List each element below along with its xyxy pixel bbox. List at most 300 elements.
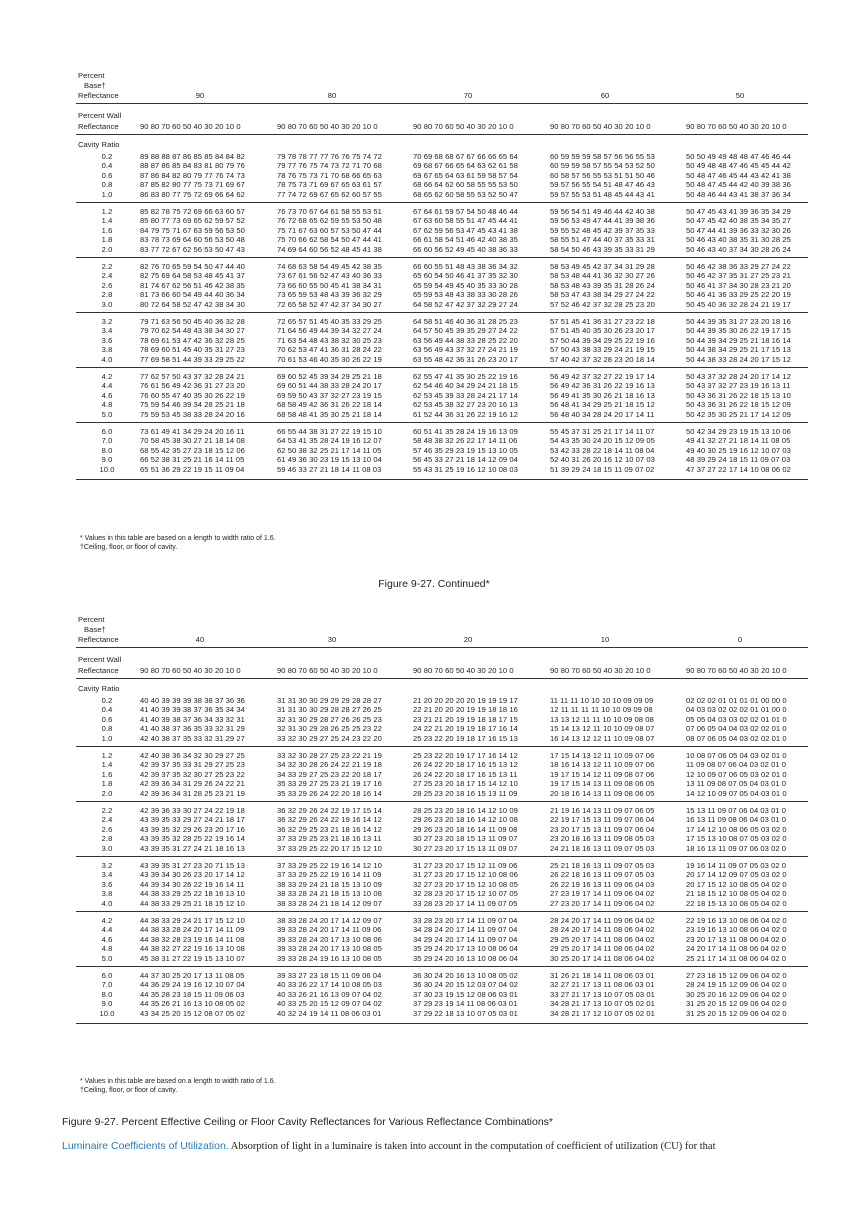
reflectance-cell: 57 51 45 41 36 31 27 23 22 18 (550, 317, 655, 326)
reflectance-cell: 12 10 09 07 06 05 03 02 01 0 (686, 769, 787, 779)
reflectance-cell: 45 38 31 27 22 19 15 13 10 07 (140, 953, 245, 963)
reflectance-cell: 22 19 17 15 13 11 09 07 06 04 (550, 815, 655, 825)
base-reflectance-value: 60 (600, 91, 610, 100)
reflectance-cell: 42 39 37 35 32 30 27 25 23 22 (140, 769, 245, 779)
cavity-ratio-value: 0.6 (101, 170, 113, 180)
reflectance-cell: 05 05 04 03 03 02 02 01 01 0 (686, 714, 787, 724)
reflectance-cell: 50 43 36 31 26 22 18 15 12 09 (686, 400, 791, 410)
reflectance-cell: 26 22 18 16 13 11 09 07 05 03 (550, 870, 655, 880)
reflectance-cell: 34 29 24 20 17 14 11 09 07 04 (413, 934, 518, 944)
group-rule (76, 966, 808, 967)
cavity-ratio-value: 2.0 (101, 788, 113, 798)
cavity-ratio-value: 3.6 (101, 879, 113, 889)
cavity-ratio-value: 10.0 (99, 464, 115, 474)
wall-reflectance-values: 90 80 70 60 50 40 30 20 10 0 (550, 666, 651, 675)
reflectance-cell: 58 53 49 45 42 37 34 31 29 28 (550, 262, 655, 271)
reflectance-cell: 71 64 56 49 44 39 34 32 27 24 (277, 326, 382, 336)
reflectance-cell: 89 88 88 87 86 85 85 84 84 82 (140, 152, 245, 161)
reflectance-cell: 50 47 45 42 40 38 35 34 35 27 (686, 216, 791, 226)
reflectance-cell: 40 33 26 22 17 14 10 08 05 03 (277, 980, 382, 990)
wall-reflectance-values: 90 80 70 60 50 40 30 20 10 0 (277, 122, 378, 131)
reflectance-cell: 59 55 52 48 45 42 39 37 35 33 (550, 225, 655, 235)
reflectance-cell: 50 50 49 49 48 48 47 46 46 44 (686, 152, 791, 161)
cavity-ratio-value: 1.4 (101, 760, 113, 770)
cavity-ratio-value: 4.8 (101, 944, 113, 954)
wall-reflectance-values: 90 80 70 60 50 40 30 20 10 0 (550, 122, 651, 131)
cavity-ratio-value: 4.0 (101, 354, 113, 364)
reflectance-cell: 75 70 66 62 58 54 50 47 44 41 (277, 235, 382, 245)
cavity-ratio-value: 9.0 (101, 455, 113, 465)
reflectance-cell: 68 58 49 42 36 31 26 22 18 14 (277, 400, 382, 410)
cavity-ratio-value: 0.4 (101, 705, 113, 715)
cavity-ratio-value: 3.2 (101, 317, 113, 326)
cavity-ratio-value: 0.6 (101, 714, 113, 724)
reflectance-cell: 70 61 53 46 40 35 30 26 22 19 (277, 354, 382, 364)
reflectance-cell: 23 20 18 16 13 11 09 08 05 03 (550, 834, 655, 844)
group-rule (76, 801, 808, 802)
reflectance-cell: 15 14 13 12 11 10 10 09 08 07 (550, 724, 655, 734)
reflectance-cell: 56 49 42 36 31 26 22 19 16 13 (550, 381, 655, 391)
cavity-ratio-value: 6.0 (101, 427, 113, 436)
reflectance-cell: 64 58 52 47 42 37 32 29 27 24 (413, 299, 518, 309)
reflectance-cell: 42 40 38 37 35 33 32 31 29 27 (140, 733, 245, 743)
cavity-ratio-value: 0.8 (101, 724, 113, 734)
reflectance-cell: 76 73 70 67 64 61 58 55 53 51 (277, 207, 382, 216)
header-rule (76, 647, 808, 648)
wall-reflectance-label: Reflectance (78, 122, 119, 131)
reflectance-cell: 50 44 38 33 28 24 20 17 15 12 (686, 354, 791, 364)
reflectance-cell: 43 34 25 20 15 12 08 07 05 02 (140, 1008, 245, 1018)
reflectance-cell: 28 25 23 20 18 16 15 13 11 09 (413, 788, 518, 798)
cavity-ratio-value: 0.2 (101, 696, 113, 705)
reflectance-cell: 79 70 62 54 48 43 38 34 30 27 (140, 326, 245, 336)
reflectance-cell: 50 46 42 38 36 33 29 27 24 22 (686, 262, 791, 271)
cavity-ratio-value: 2.0 (101, 244, 113, 254)
reflectance-cell: 59 56 54 51 49 46 44 42 40 38 (550, 207, 655, 216)
reflectance-cell: 31 31 30 30 29 29 29 28 28 27 (277, 696, 382, 705)
reflectance-cell: 39 33 28 24 20 17 13 10 08 06 (277, 934, 382, 944)
reflectance-cell: 17 15 13 10 08 07 05 03 02 0 (686, 834, 787, 844)
wall-reflectance-label: Percent Wall (78, 111, 122, 120)
reflectance-cell: 50 44 39 34 29 25 21 18 16 14 (686, 335, 791, 345)
reflectance-cell: 37 33 29 25 22 19 16 14 12 10 (277, 861, 382, 870)
body-paragraph (62, 1140, 716, 1152)
reflectance-cell: 67 63 60 58 55 51 47 45 44 41 (413, 216, 518, 226)
reflectance-cell: 31 27 23 20 17 15 12 10 08 06 (413, 870, 518, 880)
reflectance-cell: 33 28 23 20 17 14 11 09 07 05 (413, 898, 518, 908)
wall-reflectance-values: 90 80 70 60 50 40 30 20 10 0 (140, 122, 241, 131)
reflectance-cell: 78 75 73 71 69 67 65 63 61 57 (277, 180, 382, 190)
reflectance-cell: 29 26 23 20 18 16 14 12 10 08 (413, 815, 518, 825)
reflectance-cell: 64 53 41 35 28 24 19 16 12 07 (277, 436, 382, 446)
wall-reflectance-values: 90 80 70 60 50 40 30 20 10 0 (686, 122, 787, 131)
reflectance-cell: 27 23 18 15 12 09 06 04 02 0 (686, 971, 787, 980)
reflectance-cell: 57 50 43 38 33 29 24 21 19 15 (550, 345, 655, 355)
reflectance-cell: 39 33 28 24 19 16 13 10 08 05 (277, 953, 382, 963)
reflectance-cell: 24 20 17 14 11 08 06 04 02 0 (686, 944, 787, 954)
reflectance-cell: 50 46 41 37 34 30 28 23 21 20 (686, 280, 791, 290)
header-rule (76, 678, 808, 679)
reflectance-cell: 31 25 20 15 12 09 06 04 02 0 (686, 1008, 787, 1018)
cavity-ratio-value: 5.0 (101, 953, 113, 963)
reflectance-cell: 71 63 54 48 43 38 32 30 25 23 (277, 335, 382, 345)
reflectance-cell: 20 18 16 14 13 11 09 08 06 05 (550, 788, 655, 798)
reflectance-cell: 16 14 13 12 12 11 10 09 08 07 (550, 733, 655, 743)
reflectance-table-upper (76, 70, 808, 540)
reflectance-cell: 57 50 44 39 34 29 25 22 19 16 (550, 335, 655, 345)
cavity-ratio-value: 3.8 (101, 345, 113, 355)
group-rule (76, 202, 808, 203)
cavity-ratio-value: 10.0 (99, 1008, 115, 1018)
reflectance-cell: 59 57 55 53 51 48 45 44 43 41 (550, 189, 655, 199)
reflectance-cell: 57 52 46 42 37 32 28 25 23 20 (550, 299, 655, 309)
reflectance-cell: 23 19 16 13 10 08 06 04 02 0 (686, 925, 787, 935)
wall-reflectance-values: 90 80 70 60 50 40 30 20 10 0 (686, 666, 787, 675)
reflectance-cell: 35 29 24 20 17 13 10 08 06 04 (413, 944, 518, 954)
reflectance-cell: 50 44 38 34 29 25 21 17 15 13 (686, 345, 791, 355)
reflectance-cell: 65 59 53 48 43 38 33 30 28 26 (413, 290, 518, 300)
reflectance-cell: 29 26 23 20 18 16 14 11 09 08 (413, 824, 518, 834)
reflectance-cell: 33 32 30 28 27 25 23 22 21 19 (277, 751, 382, 760)
reflectance-cell: 15 13 11 09 07 06 04 03 01 0 (686, 806, 787, 815)
reflectance-cell: 31 25 20 15 12 09 06 04 02 0 (686, 999, 787, 1009)
reflectance-cell: 27 23 20 17 14 11 09 06 04 02 (550, 898, 655, 908)
reflectance-cell: 59 56 53 49 47 44 41 39 38 36 (550, 216, 655, 226)
reflectance-cell: 50 47 44 41 39 36 33 32 30 26 (686, 225, 791, 235)
reflectance-cell: 51 39 29 24 18 15 11 09 07 02 (550, 464, 655, 474)
group-rule (76, 746, 808, 747)
reflectance-cell: 66 52 38 31 25 21 16 14 11 05 (140, 455, 245, 465)
reflectance-cell: 38 33 29 24 21 18 15 13 10 09 (277, 879, 382, 889)
reflectance-cell: 37 29 22 18 13 10 07 05 03 01 (413, 1008, 518, 1018)
reflectance-cell: 52 40 31 26 20 16 12 10 07 03 (550, 455, 655, 465)
reflectance-cell: 62 53 45 39 33 28 24 21 17 14 (413, 390, 518, 400)
cavity-ratio-value: 0.8 (101, 180, 113, 190)
reflectance-cell: 42 39 37 35 33 31 29 27 25 23 (140, 760, 245, 770)
reflectance-cell: 81 73 66 60 54 49 44 40 36 34 (140, 290, 245, 300)
reflectance-cell: 77 69 58 51 44 39 33 29 25 22 (140, 354, 245, 364)
reflectance-cell: 75 59 54 46 39 34 28 25 21 18 (140, 400, 245, 410)
reflectance-cell: 40 32 24 19 14 11 08 06 03 01 (277, 1008, 382, 1018)
reflectance-cell: 34 28 21 17 13 10 07 05 02 01 (550, 999, 655, 1009)
cavity-ratio-value: 3.6 (101, 335, 113, 345)
cavity-ratio-value: 2.8 (101, 834, 113, 844)
reflectance-cell: 32 28 23 20 17 15 12 10 07 05 (413, 889, 518, 899)
cavity-ratio-value: 3.4 (101, 326, 113, 336)
reflectance-cell: 79 71 63 56 50 45 40 36 32 28 (140, 317, 245, 326)
group-rule (76, 257, 808, 258)
reflectance-cell: 35 33 29 27 25 23 21 19 17 16 (277, 779, 382, 789)
reflectance-cell: 32 31 30 29 28 27 26 26 25 23 (277, 714, 382, 724)
reflectance-cell: 77 62 57 50 43 37 32 28 24 21 (140, 372, 245, 381)
reflectance-cell: 44 38 32 27 22 19 16 13 10 08 (140, 944, 245, 954)
cavity-ratio-value: 2.8 (101, 290, 113, 300)
reflectance-cell: 24 21 18 16 13 11 09 07 05 03 (550, 843, 655, 853)
reflectance-cell: 72 65 57 51 45 40 35 33 29 25 (277, 317, 382, 326)
reflectance-cell: 35 33 29 26 24 22 20 18 16 14 (277, 788, 382, 798)
table-bottom-rule (76, 1023, 808, 1024)
note-ratio: * Values in this table are based on a length to width ratio of 1.6. (80, 535, 276, 542)
cavity-ratio-label: Cavity Ratio (78, 140, 120, 149)
reflectance-cell: 60 51 41 35 28 24 19 16 13 09 (413, 427, 518, 436)
base-reflectance-value: 10 (600, 635, 610, 644)
reflectance-cell: 76 72 68 65 62 59 55 53 50 48 (277, 216, 382, 226)
reflectance-cell: 59 46 33 27 21 18 14 11 08 03 (277, 464, 382, 474)
cavity-ratio-value: 7.0 (101, 980, 113, 990)
reflectance-cell: 56 45 33 27 21 18 14 12 09 04 (413, 455, 518, 465)
reflectance-cell: 44 37 30 25 20 17 13 11 08 05 (140, 971, 245, 980)
reflectance-cell: 38 33 28 24 20 17 14 12 09 07 (277, 916, 382, 925)
reflectance-cell: 50 44 39 35 30 26 22 19 17 15 (686, 326, 791, 336)
base-reflectance-label: Base† (84, 81, 106, 90)
cavity-ratio-value: 4.6 (101, 934, 113, 944)
reflectance-cell: 83 78 73 69 64 60 56 53 50 48 (140, 235, 245, 245)
cavity-ratio-value: 4.0 (101, 898, 113, 908)
reflectance-cell: 70 69 68 68 67 67 66 66 65 64 (413, 152, 518, 161)
reflectance-cell: 56 49 42 37 32 27 22 19 17 14 (550, 372, 655, 381)
reflectance-cell: 17 15 14 13 12 11 10 09 07 06 (550, 751, 655, 760)
reflectance-cell: 23 20 17 15 13 11 09 07 06 04 (550, 824, 655, 834)
reflectance-cell: 87 86 84 82 80 79 77 76 74 73 (140, 170, 245, 180)
wall-reflectance-values: 90 80 70 60 50 40 30 20 10 0 (277, 666, 378, 675)
reflectance-cell: 78 69 60 51 45 40 35 31 27 23 (140, 345, 245, 355)
note-dagger: †Ceiling, floor, or floor of cavity. (80, 1087, 178, 1094)
reflectance-cell: 65 60 54 50 46 41 37 35 32 30 (413, 271, 518, 281)
base-reflectance-label: Reflectance (78, 635, 119, 644)
reflectance-cell: 84 79 75 71 67 63 59 56 53 50 (140, 225, 245, 235)
reflectance-cell: 58 48 38 32 26 22 17 14 11 06 (413, 436, 518, 446)
reflectance-cell: 60 59 59 58 57 55 54 53 52 50 (550, 161, 655, 171)
note-dagger: †Ceiling, floor, or floor of cavity. (80, 544, 178, 551)
reflectance-cell: 73 66 60 55 50 45 41 38 34 31 (277, 280, 382, 290)
reflectance-cell: 44 36 29 24 19 16 12 10 07 04 (140, 980, 245, 990)
reflectance-cell: 55 43 31 25 19 16 12 10 08 03 (413, 464, 518, 474)
reflectance-cell: 58 53 48 44 41 36 32 30 27 26 (550, 271, 655, 281)
reflectance-cell: 64 57 50 45 39 35 29 27 24 22 (413, 326, 518, 336)
reflectance-cell: 69 60 51 44 38 33 28 24 20 17 (277, 381, 382, 391)
reflectance-cell: 41 40 38 37 36 35 33 32 31 29 (140, 724, 245, 734)
reflectance-cell: 43 39 35 32 29 26 23 20 17 16 (140, 824, 245, 834)
base-reflectance-value: 90 (195, 91, 205, 100)
base-reflectance-label: Percent (78, 71, 105, 80)
paragraph-text: Absorption of light in a luminaire is taken into account in the computation of coefficient of utilization (CU) for that (228, 1141, 716, 1152)
reflectance-cell: 20 17 14 12 09 07 05 03 02 0 (686, 870, 787, 880)
reflectance-cell: 65 51 36 29 22 19 15 11 09 04 (140, 464, 245, 474)
reflectance-cell: 56 48 41 34 29 25 21 18 15 12 (550, 400, 655, 410)
reflectance-cell: 43 39 35 32 28 25 22 19 16 14 (140, 834, 245, 844)
reflectance-cell: 58 53 48 43 39 35 31 28 26 24 (550, 280, 655, 290)
cavity-ratio-value: 2.2 (101, 806, 113, 815)
reflectance-cell: 74 69 64 60 56 52 48 45 41 38 (277, 244, 382, 254)
reflectance-cell: 31 26 21 18 14 11 08 06 03 01 (550, 971, 655, 980)
reflectance-cell: 43 39 35 33 29 27 24 21 18 17 (140, 815, 245, 825)
cavity-ratio-value: 1.8 (101, 779, 113, 789)
reflectance-cell: 36 30 24 20 16 13 10 08 05 02 (413, 971, 518, 980)
cavity-ratio-value: 7.0 (101, 436, 113, 446)
reflectance-cell: 59 57 56 55 54 51 48 47 46 43 (550, 180, 655, 190)
reflectance-cell: 50 42 34 29 23 19 15 13 10 06 (686, 427, 791, 436)
reflectance-cell: 44 35 26 21 16 13 10 08 05 02 (140, 999, 245, 1009)
reflectance-cell: 11 09 08 07 06 04 03 02 01 0 (686, 760, 787, 770)
reflectance-cell: 78 76 75 73 71 70 68 66 65 63 (277, 170, 382, 180)
cavity-ratio-label: Cavity Ratio (78, 684, 120, 693)
cavity-ratio-value: 4.4 (101, 925, 113, 935)
reflectance-cell: 44 38 32 28 23 19 16 14 11 08 (140, 934, 245, 944)
reflectance-cell: 13 11 09 08 07 05 04 03 01 0 (686, 779, 787, 789)
reflectance-cell: 68 55 42 35 27 23 18 15 12 06 (140, 445, 245, 455)
reflectance-cell: 50 46 41 36 33 29 25 22 20 19 (686, 290, 791, 300)
base-reflectance-label: Reflectance (78, 91, 119, 100)
reflectance-cell: 28 24 19 15 12 09 06 04 02 0 (686, 980, 787, 990)
reflectance-cell: 50 47 45 43 41 39 36 35 34 29 (686, 207, 791, 216)
reflectance-cell: 42 39 36 34 31 28 25 23 21 19 (140, 788, 245, 798)
reflectance-cell: 47 37 27 22 17 14 10 08 06 02 (686, 464, 791, 474)
cavity-ratio-value: 2.6 (101, 824, 113, 834)
reflectance-cell: 41 40 39 39 38 37 36 35 34 34 (140, 705, 245, 715)
reflectance-cell: 64 58 51 46 40 36 31 28 25 23 (413, 317, 518, 326)
reflectance-cell: 08 07 06 05 04 03 02 02 01 0 (686, 733, 787, 743)
cavity-ratio-value: 5.0 (101, 409, 113, 419)
reflectance-cell: 26 24 22 20 18 17 16 15 13 12 (413, 760, 518, 770)
reflectance-cell: 29 25 20 17 14 11 08 06 04 02 (550, 934, 655, 944)
reflectance-cell: 49 41 32 27 21 18 14 11 08 05 (686, 436, 791, 446)
reflectance-cell: 50 43 36 31 26 22 18 15 13 10 (686, 390, 791, 400)
cavity-ratio-value: 3.8 (101, 889, 113, 899)
reflectance-table-lower (76, 614, 808, 1084)
reflectance-cell: 62 55 47 41 35 30 25 22 19 16 (413, 372, 518, 381)
cavity-ratio-value: 3.0 (101, 843, 113, 853)
reflectance-cell: 20 17 15 12 10 08 05 04 02 0 (686, 879, 787, 889)
reflectance-cell: 34 28 21 17 12 10 07 05 02 01 (550, 1008, 655, 1018)
reflectance-cell: 28 24 20 17 14 11 09 06 04 02 (550, 916, 655, 925)
reflectance-cell: 42 39 36 34 31 29 26 24 22 21 (140, 779, 245, 789)
reflectance-cell: 50 48 46 44 43 41 38 37 36 34 (686, 189, 791, 199)
reflectance-cell: 28 25 23 20 18 16 14 12 10 09 (413, 806, 518, 815)
reflectance-cell: 66 55 44 38 31 27 22 19 15 10 (277, 427, 382, 436)
group-rule (76, 856, 808, 857)
reflectance-cell: 81 74 67 62 56 51 46 42 38 35 (140, 280, 245, 290)
reflectance-cell: 57 40 42 37 32 28 23 20 18 14 (550, 354, 655, 364)
reflectance-cell: 24 22 21 20 19 19 18 17 16 14 (413, 724, 518, 734)
cavity-ratio-value: 3.2 (101, 861, 113, 870)
reflectance-cell: 50 48 47 46 45 44 43 42 41 38 (686, 170, 791, 180)
reflectance-cell: 44 38 33 29 25 22 18 16 13 10 (140, 889, 245, 899)
reflectance-cell: 78 69 61 53 47 42 36 32 28 25 (140, 335, 245, 345)
reflectance-cell: 58 53 47 43 38 34 29 27 24 22 (550, 290, 655, 300)
reflectance-cell: 61 52 44 36 31 26 22 19 16 12 (413, 409, 518, 419)
cavity-ratio-value: 9.0 (101, 999, 113, 1009)
reflectance-cell: 23 20 17 13 11 08 06 04 02 0 (686, 934, 787, 944)
reflectance-cell: 17 14 12 10 08 06 05 03 02 0 (686, 824, 787, 834)
reflectance-cell: 67 64 61 59 57 54 50 48 46 44 (413, 207, 518, 216)
reflectance-cell: 68 58 48 41 35 30 25 21 18 14 (277, 409, 382, 419)
reflectance-cell: 35 29 24 20 16 13 10 08 06 04 (413, 953, 518, 963)
reflectance-cell: 23 21 21 20 19 19 18 18 17 15 (413, 714, 518, 724)
reflectance-cell: 50 46 42 37 35 31 27 25 23 21 (686, 271, 791, 281)
section-lead-link[interactable]: Luminaire Coefficients of Utilization. (62, 1140, 229, 1152)
reflectance-cell: 27 25 23 20 18 17 15 14 12 10 (413, 779, 518, 789)
reflectance-cell: 44 39 34 30 26 22 19 16 14 11 (140, 879, 245, 889)
reflectance-cell: 37 33 29 25 22 20 17 15 12 10 (277, 843, 382, 853)
reflectance-cell: 83 77 72 67 62 56 53 50 47 43 (140, 244, 245, 254)
reflectance-cell: 50 49 48 48 47 46 45 45 44 42 (686, 161, 791, 171)
reflectance-cell: 82 75 69 64 58 53 48 45 41 37 (140, 271, 245, 281)
cavity-ratio-value: 1.2 (101, 207, 113, 216)
figure-caption-continued: Figure 9-27. Continued* (378, 578, 490, 590)
reflectance-cell: 18 16 13 11 09 07 06 03 02 0 (686, 843, 787, 853)
reflectance-cell: 21 19 16 14 13 11 09 07 06 05 (550, 806, 655, 815)
cavity-ratio-value: 0.4 (101, 161, 113, 171)
base-reflectance-value: 0 (737, 635, 743, 644)
reflectance-cell: 63 56 49 44 38 33 28 25 22 20 (413, 335, 518, 345)
reflectance-cell: 85 80 77 73 69 65 62 59 57 52 (140, 216, 245, 226)
reflectance-cell: 80 72 64 58 52 47 42 38 34 30 (140, 299, 245, 309)
reflectance-cell: 27 23 19 17 14 11 09 06 04 02 (550, 889, 655, 899)
reflectance-cell: 70 58 45 38 30 27 21 18 14 08 (140, 436, 245, 446)
reflectance-cell: 60 59 59 59 58 57 56 56 55 53 (550, 152, 655, 161)
reflectance-cell: 43 39 35 31 27 23 20 71 15 13 (140, 861, 245, 870)
reflectance-cell: 32 31 30 29 28 26 25 25 23 22 (277, 724, 382, 734)
reflectance-cell: 62 54 46 40 34 29 24 21 18 15 (413, 381, 518, 391)
reflectance-cell: 50 43 37 32 28 24 20 17 14 12 (686, 372, 791, 381)
wall-reflectance-label: Percent Wall (78, 655, 122, 664)
reflectance-cell: 50 46 43 40 37 34 30 28 26 24 (686, 244, 791, 254)
cavity-ratio-value: 0.2 (101, 152, 113, 161)
reflectance-cell: 04 03 03 02 02 02 01 01 00 0 (686, 705, 787, 715)
cavity-ratio-value: 1.0 (101, 733, 113, 743)
reflectance-cell: 37 33 29 25 23 21 18 16 13 11 (277, 834, 382, 844)
reflectance-cell: 11 11 11 10 10 10 10 09 09 09 (550, 696, 654, 705)
reflectance-cell: 87 85 82 80 77 75 73 71 69 67 (140, 180, 245, 190)
reflectance-cell: 30 25 20 17 14 11 08 06 04 02 (550, 953, 655, 963)
reflectance-cell: 86 83 80 77 75 72 69 66 64 62 (140, 189, 245, 199)
reflectance-cell: 73 65 59 53 48 43 39 36 32 29 (277, 290, 382, 300)
cavity-ratio-value: 3.4 (101, 870, 113, 880)
reflectance-cell: 56 48 40 34 28 24 20 17 14 11 (550, 409, 655, 419)
reflectance-cell: 19 17 15 14 12 11 09 08 07 06 (550, 769, 655, 779)
reflectance-cell: 61 49 36 30 23 19 15 13 10 04 (277, 455, 382, 465)
reflectance-cell: 22 18 15 13 10 08 05 04 02 0 (686, 898, 787, 908)
reflectance-cell: 44 38 33 29 24 21 17 15 12 10 (140, 916, 245, 925)
reflectance-cell: 66 61 58 54 51 46 42 40 38 35 (413, 235, 518, 245)
reflectance-cell: 74 68 63 58 54 49 45 42 38 35 (277, 262, 382, 271)
table-notes-upper (80, 534, 276, 552)
reflectance-cell: 40 33 25 20 15 12 09 07 04 02 (277, 999, 382, 1009)
reflectance-cell: 10 08 07 06 05 04 03 02 01 0 (686, 751, 787, 760)
table-bottom-rule (76, 479, 808, 480)
cavity-ratio-value: 1.0 (101, 189, 113, 199)
cavity-ratio-value: 1.6 (101, 769, 113, 779)
cavity-ratio-value: 1.2 (101, 751, 113, 760)
reflectance-cell: 77 74 72 69 67 65 62 60 57 55 (277, 189, 382, 199)
reflectance-cell: 73 61 49 41 34 29 24 20 16 11 (140, 427, 245, 436)
reflectance-cell: 40 33 26 21 16 13 09 07 04 02 (277, 989, 382, 999)
reflectance-cell: 62 50 38 32 25 21 17 14 11 05 (277, 445, 382, 455)
reflectance-cell: 55 45 37 31 25 21 17 14 11 07 (550, 427, 655, 436)
reflectance-cell: 25 21 18 16 13 11 09 07 05 03 (550, 861, 655, 870)
reflectance-cell: 33 32 30 29 27 25 24 23 22 20 (277, 733, 382, 743)
base-reflectance-value: 50 (735, 91, 745, 100)
reflectance-cell: 76 60 55 47 40 35 30 26 22 19 (140, 390, 245, 400)
reflectance-cell: 49 40 30 25 19 16 12 10 07 03 (686, 445, 791, 455)
reflectance-cell: 79 78 78 77 77 76 76 75 74 72 (277, 152, 382, 161)
reflectance-cell: 50 44 39 35 31 27 23 20 18 16 (686, 317, 791, 326)
reflectance-cell: 14 12 10 09 07 05 04 03 01 0 (686, 788, 787, 798)
reflectance-cell: 34 33 29 27 25 23 22 20 18 17 (277, 769, 382, 779)
reflectance-cell: 26 24 22 20 18 17 16 15 13 11 (413, 769, 518, 779)
reflectance-cell: 25 23 22 20 19 17 17 16 14 12 (413, 751, 518, 760)
reflectance-cell: 07 06 05 04 04 03 02 02 01 0 (686, 724, 787, 734)
